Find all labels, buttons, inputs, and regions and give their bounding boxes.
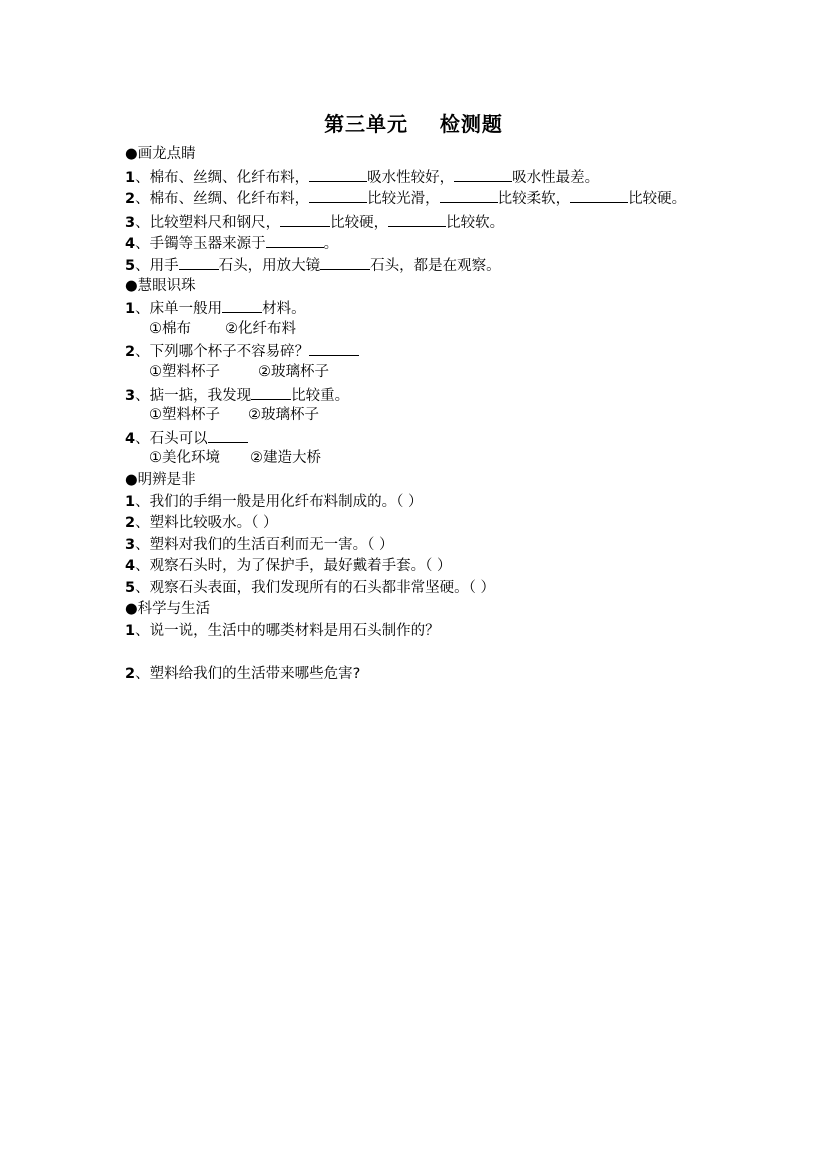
question-number: 2 — [125, 515, 136, 532]
question-3-5 — [125, 578, 715, 600]
question-3-1 — [125, 492, 715, 514]
question-2-1 — [125, 297, 715, 319]
question-sep: 、 — [135, 344, 150, 361]
question-number: 1 — [125, 169, 136, 186]
question-sep: 、 — [135, 214, 150, 231]
question-sep: 、 — [135, 558, 150, 575]
question-number: 2 — [125, 666, 136, 683]
option-2: ②化纤布料 — [225, 320, 296, 337]
question-sep: 、 — [135, 169, 150, 186]
question-text: 塑料比较吸水。（ ） — [149, 515, 278, 532]
question-text: 比较塑料尺和钢尺， — [149, 214, 281, 231]
answer-blank[interactable] — [454, 166, 512, 182]
question-sep: 、 — [135, 430, 150, 447]
answer-blank[interactable] — [251, 384, 291, 400]
question-sep: 、 — [135, 515, 150, 532]
option-1: ①棉布 — [149, 320, 191, 337]
question-text: 比较柔软， — [497, 191, 571, 208]
question-3-2 — [125, 513, 715, 535]
section-heading-science-life: ●科学与生活 — [125, 601, 211, 618]
question-text: 床单一般用 — [149, 301, 223, 318]
option-1: ①塑料杯子 — [149, 363, 220, 380]
question-text: 吸水性较好， — [367, 169, 455, 186]
question-text: 说一说，生活中的哪类材料是用石头制作的？ — [149, 623, 440, 640]
option-2: ②玻璃杯子 — [258, 363, 329, 380]
question-text: 手镯等玉器来源于 — [149, 236, 266, 253]
question-text: 我们的手绢一般是用化纤布料制成的。（ ） — [149, 493, 423, 510]
question-text: 掂一掂，我发现 — [149, 387, 252, 404]
answer-blank[interactable] — [570, 187, 628, 203]
option-1: ①塑料杯子 — [149, 407, 220, 424]
question-1-2 — [125, 187, 715, 211]
section-heading-multiple-choice: ●慧眼识珠 — [125, 277, 196, 294]
question-number: 2 — [125, 344, 136, 361]
question-1-5 — [125, 254, 715, 276]
question-number: 3 — [125, 214, 136, 231]
question-number: 4 — [125, 236, 136, 253]
question-number: 1 — [125, 623, 136, 640]
question-number: 1 — [125, 301, 136, 318]
question-sep: 、 — [135, 387, 150, 404]
answer-blank[interactable] — [266, 232, 324, 248]
question-text: 棉布、丝绸、化纤布料， — [149, 191, 310, 208]
question-sep: 、 — [135, 236, 150, 253]
question-number: 2 — [125, 191, 136, 208]
question-text: 石头可以 — [149, 430, 208, 447]
question-text: 下列哪个杯子不容易碎？ — [149, 344, 310, 361]
question-1-1 — [125, 166, 715, 188]
question-text: 吸水性最差。 — [512, 169, 600, 186]
answer-space — [125, 643, 715, 665]
answer-blank[interactable] — [179, 254, 219, 270]
question-sep: 、 — [135, 536, 150, 553]
option-1: ①美化环境 — [149, 450, 220, 467]
answer-blank[interactable] — [222, 297, 262, 313]
question-number: 3 — [125, 387, 136, 404]
page-title: 第三单元 检测题 — [324, 112, 503, 136]
question-sep: 、 — [135, 493, 150, 510]
question-text: 观察石头表面，我们发现所有的石头都非常坚硬。（ ） — [149, 579, 495, 596]
question-text: 材料。 — [262, 301, 306, 318]
option-2: ②玻璃杯子 — [248, 407, 319, 424]
question-2-2 — [125, 340, 715, 362]
question-sep: 、 — [135, 579, 150, 596]
section-heading-fill-blanks: ●画龙点睛 — [125, 146, 196, 162]
question-number: 3 — [125, 536, 136, 553]
question-text: 塑料给我们的生活带来哪些危害? — [149, 666, 361, 683]
question-text: 比较软。 — [446, 214, 505, 231]
question-1-4 — [125, 232, 715, 254]
question-1-3 — [125, 211, 715, 233]
question-2-1-options — [125, 319, 715, 341]
answer-blank[interactable] — [440, 187, 498, 203]
question-text: 。 — [323, 236, 339, 253]
question-number: 4 — [125, 558, 136, 575]
answer-blank[interactable] — [388, 211, 446, 227]
option-2: ②建造大桥 — [250, 450, 321, 467]
question-text: 比较硬。 — [628, 191, 687, 208]
question-2-4 — [125, 427, 715, 449]
question-2-3 — [125, 384, 715, 406]
question-text: 比较重。 — [291, 387, 350, 404]
question-text: 石头，都是在观察。 — [370, 257, 501, 274]
question-text: 用手 — [149, 257, 179, 274]
answer-blank[interactable] — [309, 187, 367, 203]
answer-blank[interactable] — [309, 166, 367, 182]
question-2-4-options — [125, 448, 715, 470]
question-3-4 — [125, 556, 715, 578]
question-2-3-options — [125, 405, 715, 427]
question-text: 比较硬， — [330, 214, 389, 231]
question-number: 5 — [125, 257, 136, 274]
answer-blank[interactable] — [208, 427, 248, 443]
question-text: 观察石头时，为了保护手，最好戴着手套。（ ） — [149, 558, 452, 575]
question-sep: 、 — [135, 301, 150, 318]
worksheet-content — [125, 144, 715, 686]
question-sep: 、 — [135, 191, 150, 208]
question-number: 5 — [125, 579, 136, 596]
question-sep: 、 — [135, 257, 150, 274]
question-4-2 — [125, 664, 715, 686]
question-4-1 — [125, 621, 715, 643]
answer-blank[interactable] — [309, 340, 359, 356]
question-text: 石头，用放大镜 — [218, 257, 321, 274]
question-3-3 — [125, 535, 715, 557]
question-sep: 、 — [135, 666, 150, 683]
question-number: 4 — [125, 430, 136, 447]
answer-blank[interactable] — [320, 254, 370, 270]
answer-blank[interactable] — [280, 211, 330, 227]
section-heading-true-false: ●明辨是非 — [125, 471, 196, 488]
question-text: 比较光滑， — [367, 191, 440, 208]
question-number: 1 — [125, 493, 136, 510]
question-2-2-options — [125, 362, 715, 384]
question-text: 塑料对我们的生活百利而无一害。（ ） — [149, 536, 394, 553]
question-text: 棉布、丝绸、化纤布料， — [149, 169, 310, 186]
question-sep: 、 — [135, 623, 150, 640]
